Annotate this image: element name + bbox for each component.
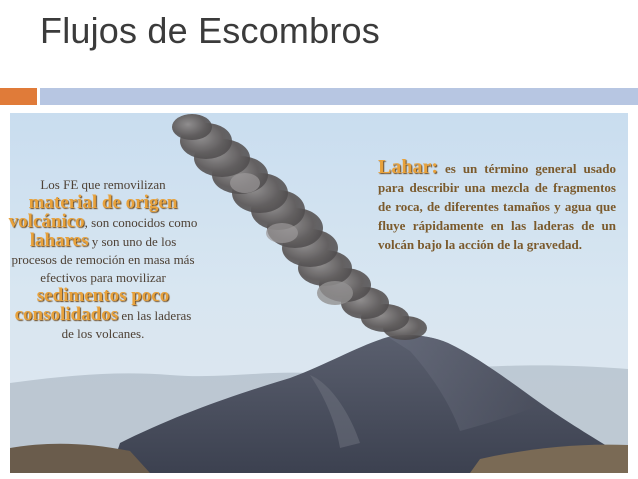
lahar-definition-text: es un término general usado para describir una mezcla de fragmentos de roca, de diferentes tamaños y agua que fluye rápidamente en las laderas de un volcán bajo la acción de la gravedad. [378, 161, 616, 252]
lahar-definition [378, 158, 616, 254]
title-rule-bar [40, 88, 638, 105]
left-description [8, 176, 198, 343]
left-text-4: en las laderas de los volcanes. [61, 308, 192, 341]
slide-title: Flujos de Escombros [40, 10, 380, 51]
accent-bar [0, 88, 37, 105]
highlight-sedimentos: sedimentos poco consolidados [14, 285, 170, 325]
left-line-1: Los FE que removilizan [40, 177, 166, 192]
left-text-2: , son conocidos como [84, 215, 198, 230]
highlight-material-origen: material de origen volcánico [8, 192, 178, 232]
highlight-lahares: lahares [29, 230, 89, 251]
left-text-3: y son uno de los procesos de remoción en masa más efectivos para movilizar [11, 234, 195, 285]
lahar-term: Lahar: [378, 156, 438, 178]
